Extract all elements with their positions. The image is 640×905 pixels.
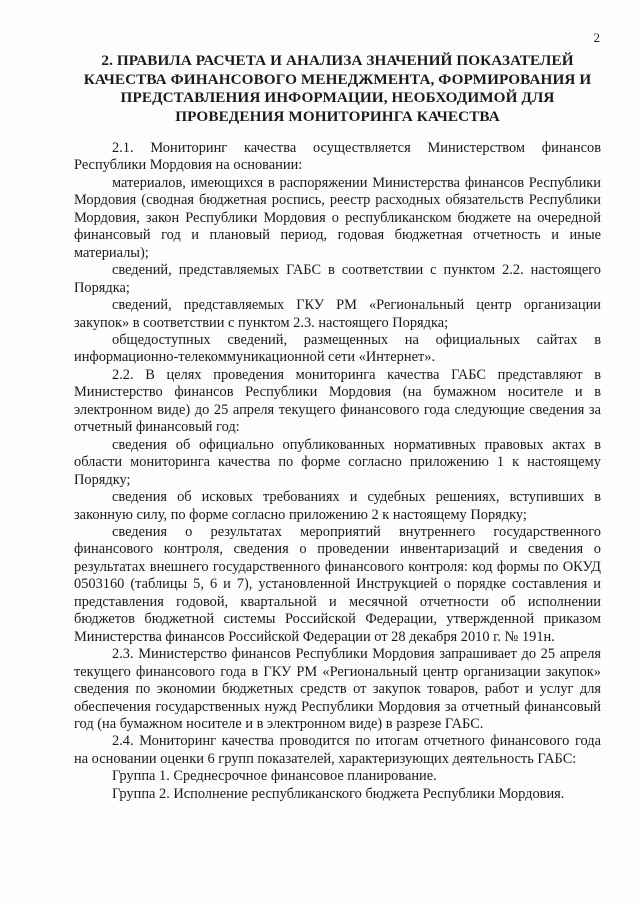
section-heading xyxy=(70,52,605,126)
page-number: 2 xyxy=(593,30,600,45)
document-body xyxy=(74,140,601,803)
heading-line: ПРОВЕДЕНИЯ МОНИТОРИНГА КАЧЕСТВА xyxy=(175,107,500,125)
heading-line: 2. ПРАВИЛА РАСЧЕТА И АНАЛИЗА ЗНАЧЕНИЙ ПОКАЗАТЕЛЕЙ xyxy=(101,52,574,69)
list-item-gabs-info: сведений, представляемых ГАБС в соответствии с пунктом 2.2. настоящего Порядка; xyxy=(74,262,601,296)
list-item-procurement-center-info: сведений, представляемых ГКУ РМ «Региональный центр организации закупок» в соответствии с пунктом 2.3. настоящего Порядка; xyxy=(74,297,601,331)
list-item-public-info: общедоступных сведений, размещенных на официальных сайтах в информационно-телекоммуникационной сети «Интернет». xyxy=(74,331,601,366)
heading-line: ПРЕДСТАВЛЕНИЯ ИНФОРМАЦИИ, НЕОБХОДИМОЙ ДЛЯ xyxy=(120,89,555,106)
paragraph-2-4: 2.4. Мониторинг качества проводится по итогам отчетного финансового года на основании оценки 6 групп показателей, характеризующих деятельность ГАБС: xyxy=(74,733,601,767)
list-item-group-1: Группа 1. Среднесрочное финансовое планирование. xyxy=(112,768,437,785)
paragraph-2-3: 2.3. Министерство финансов Республики Мордовия запрашивает до 25 апреля текущего финансового года в ГКУ РМ «Региональный центр организации закупок» сведения по экономии бюджетных средств от закупок товаров, работ и услуг для обеспечения государственных нужд Республики Мордовия за отчетный финансовый год (на бумажном носителе и в электронном виде) в разрезе ГАБС. xyxy=(74,646,601,732)
heading-line: КАЧЕСТВА ФИНАНСОВОГО МЕНЕДЖМЕНТА, ФОРМИРОВАНИЯ И xyxy=(83,70,592,88)
paragraph-2-1: 2.1. Мониторинг качества осуществляется Министерством финансов Республики Мордовия на основании: xyxy=(74,140,601,174)
list-item-group-2: Группа 2. Исполнение республиканского бюджета Республики Мордовия. xyxy=(112,785,565,802)
list-item-lawsuits: сведения об исковых требованиях и судебных решениях, вступивших в законную силу, по форме согласно приложению 2 к настоящему Порядку; xyxy=(74,489,601,523)
list-item-legal-acts: сведения об официально опубликованных нормативных правовых актах в области мониторинга качества по форме согласно приложению 1 к настоящему Порядку; xyxy=(74,436,601,488)
list-item-control-results: сведения о результатах мероприятий внутреннего государственного финансового контроля, сведения о проведении инвентаризаций и сведения о результатах внешнего государственного финансового контроля: код формы по ОКУД 0503160 (таблицы 5, 6 и 7), установленной Инструкцией о порядке составления и представления годовой, квартальной и месячной отчетности об исполнении бюджетов бюджетной системы Российской Федерации, утвержденной приказом Министерства финансов Российской Федерации от 28 декабря 2010 г. № 191н. xyxy=(74,523,601,645)
list-item-materials: материалов, имеющихся в распоряжении Министерства финансов Республики Мордовия (сводная бюджетная роспись, реестр расходных обязательств Республики Мордовия, закон Республики Мордовия о республиканском бюджете на очередной финансовый год и плановый период, годовая бюджетная отчетность и иные материалы); xyxy=(74,174,601,261)
paragraph-2-2: 2.2. В целях проведения мониторинга качества ГАБС представляют в Министерство финансов Республики Мордовия (на бумажном носителе и в электронном виде) до 25 апреля текущего финансового года следующие сведения за отчетный финансовый год: xyxy=(74,366,601,436)
